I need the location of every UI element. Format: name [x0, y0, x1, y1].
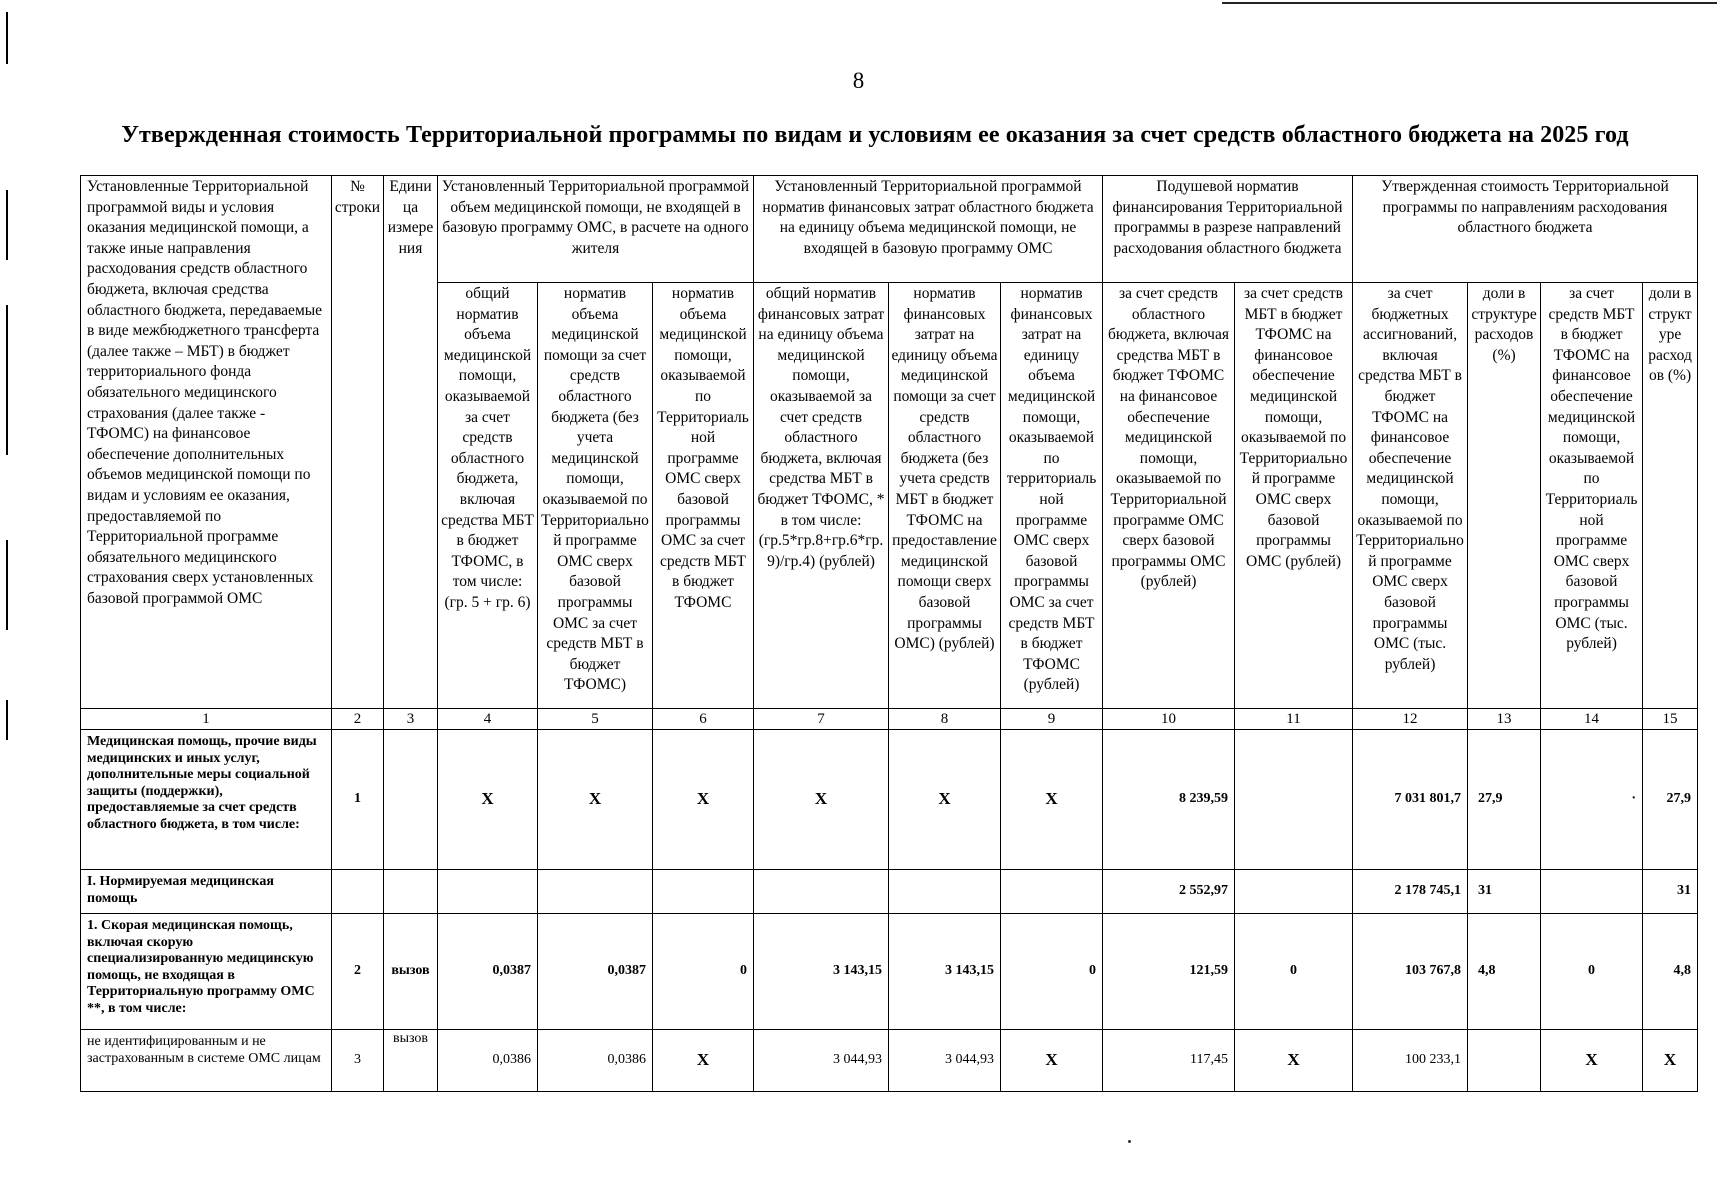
scan-edge-mark — [6, 190, 8, 260]
column-number: 15 — [1643, 709, 1698, 730]
cell-col-4: X — [438, 730, 538, 870]
cell-col-7: X — [754, 730, 889, 870]
header-col-7: общий норматив финансовых затрат на единицу объема медицинской помощи, оказываемой за счет средств областного бюджета, включая средства МБТ в бюджет ТФОМС, * в том числе: (гр.5*гр.8+гр.6*гр.9)/гр.4) (рублей) — [754, 283, 889, 709]
header-col-5: норматив объема медицинской помощи за счет средств областного бюджета (без учета медицинской помощи, оказываемой по Территориальной программе ОМС сверх базовой программы ОМС за счет средств МБТ в бюджет ТФОМС) — [538, 283, 653, 709]
row-number: 3 — [332, 1030, 384, 1092]
cell-col-13: 27,9 — [1468, 730, 1541, 870]
cell-col-8: X — [889, 730, 1001, 870]
column-number: 7 — [754, 709, 889, 730]
cell-col-15: 27,9 — [1643, 730, 1698, 870]
column-number: 6 — [653, 709, 754, 730]
header-per-capita-group: Подушевой норматив финансирования Территориальной программы в разрезе направлений расходования областного бюджета — [1103, 176, 1353, 283]
cell-col-4: 0,0387 — [438, 914, 538, 1030]
column-number: 2 — [332, 709, 384, 730]
cell-col-13: 31 — [1468, 870, 1541, 914]
cell-col-9: X — [1001, 1030, 1103, 1092]
cell-col-5 — [538, 870, 653, 914]
cell-col-6: X — [653, 730, 754, 870]
cell-col-4: 0,0386 — [438, 1030, 538, 1092]
row-label: не идентифицированным и не застрахованным в системе ОМС лицам — [81, 1030, 332, 1092]
page-number: 8 — [852, 68, 865, 93]
row-number: 1 — [332, 730, 384, 870]
cell-col-8: 3 044,93 — [889, 1030, 1001, 1092]
header-col-9: норматив финансовых затрат на единицу объема медицинской помощи, оказываемой по территориальной программе ОМС сверх базовой программы ОМС за счет средств МБТ в бюджет ТФОМС (рублей) — [1001, 283, 1103, 709]
cell-col-14: 0 — [1541, 914, 1643, 1030]
row-unit: вызов — [384, 1030, 438, 1092]
cost-table — [80, 175, 1698, 1092]
column-number: 13 — [1468, 709, 1541, 730]
cell-col-9: 0 — [1001, 914, 1103, 1030]
cell-col-15: 31 — [1643, 870, 1698, 914]
cell-col-7 — [754, 870, 889, 914]
row-unit — [384, 870, 438, 914]
cell-col-11: X — [1235, 1030, 1353, 1092]
row-number: 2 — [332, 914, 384, 1030]
cell-col-8: 3 143,15 — [889, 914, 1001, 1030]
row-unit — [384, 730, 438, 870]
cell-col-12: 7 031 801,7 — [1353, 730, 1468, 870]
header-col-8: норматив финансовых затрат на единицу объема медицинской помощи за счет средств областного бюджета (без учета средств МБТ в бюджет ТФОМС на предоставление медицинской помощи сверх базовой программы ОМС) (рублей) — [889, 283, 1001, 709]
header-kinds-of-care: Установленные Территориальной программой виды и условия оказания медицинской помощи, а также иные направления расходования средств областного бюджета, включая средства областного бюджета, передаваемые в виде межбюджетного трансферта (далее также – МБТ) в бюджет территориального фонда обязательного медицинского страхования (далее также - ТФОМС) на финансовое обеспечение дополнительных объемов медицинской помощи по видам и условиям ее оказания, предоставляемой по Территориальной программе обязательного медицинского страхования сверх установленных базовой программой ОМС — [81, 176, 332, 709]
cell-col-9 — [1001, 870, 1103, 914]
table-row — [81, 870, 1698, 914]
cell-col-5: X — [538, 730, 653, 870]
cell-col-12: 2 178 745,1 — [1353, 870, 1468, 914]
row-number — [332, 870, 384, 914]
header-col-15: доли в структуре расходов (%) — [1643, 283, 1698, 709]
row-unit: вызов — [384, 914, 438, 1030]
table-row — [81, 914, 1698, 1030]
column-number: 1 — [81, 709, 332, 730]
column-number: 10 — [1103, 709, 1235, 730]
cell-col-6: 0 — [653, 914, 754, 1030]
header-col-6: норматив объема медицинской помощи, оказываемой по Территориальной программе ОМС сверх базовой программы ОМС за счет средств МБТ в бюджет ТФОМС — [653, 283, 754, 709]
cell-col-14: · — [1541, 730, 1643, 870]
header-col-11: за счет средств МБТ в бюджет ТФОМС на финансовое обеспечение медицинской помощи, оказываемой по Территориальной программе ОМС сверх базовой программы ОМС (рублей) — [1235, 283, 1353, 709]
cell-col-15: 4,8 — [1643, 914, 1698, 1030]
table-header-row — [81, 176, 1698, 283]
cell-col-5: 0,0387 — [538, 914, 653, 1030]
row-label: 1. Скорая медицинская помощь, включая скорую специализированную медицинскую помощь, не входящая в Территориальную программу ОМС **, в том числе: — [81, 914, 332, 1030]
header-cost-norm-group: Установленный Территориальной программой норматив финансовых затрат областного бюджета на единицу объема медицинской помощи, не входящей в базовую программу ОМС — [754, 176, 1103, 283]
cell-col-11: 0 — [1235, 914, 1353, 1030]
cell-col-6: X — [653, 1030, 754, 1092]
cell-col-9: X — [1001, 730, 1103, 870]
cell-col-7: 3 143,15 — [754, 914, 889, 1030]
column-number: 14 — [1541, 709, 1643, 730]
table-row — [81, 1030, 1698, 1092]
cell-col-11 — [1235, 870, 1353, 914]
cell-col-7: 3 044,93 — [754, 1030, 889, 1092]
cell-col-10: 2 552,97 — [1103, 870, 1235, 914]
cell-col-13 — [1468, 1030, 1541, 1092]
cell-col-6 — [653, 870, 754, 914]
cell-col-8 — [889, 870, 1001, 914]
cell-col-10: 117,45 — [1103, 1030, 1235, 1092]
scan-edge-mark — [6, 305, 8, 455]
table-row — [81, 730, 1698, 870]
header-volume-group: Установленный Территориальной программой объем медицинской помощи, не входящей в базовую программу ОМС, в расчете на одного жителя — [438, 176, 754, 283]
column-number-row — [81, 709, 1698, 730]
header-col-10: за счет средств областного бюджета, включая средства МБТ в бюджет ТФОМС на финансовое обеспечение медицинской помощи, оказываемой по Территориальной программе ОМС сверх базовой программы ОМС (рублей) — [1103, 283, 1235, 709]
header-approved-cost-group: Утвержденная стоимость Территориальной программы по направлениям расходования областного бюджета — [1353, 176, 1698, 283]
header-unit: Единица измерения — [384, 176, 438, 709]
column-number: 4 — [438, 709, 538, 730]
header-col-13: доли в структуре расходов (%) — [1468, 283, 1541, 709]
cell-col-10: 8 239,59 — [1103, 730, 1235, 870]
scan-edge-mark — [6, 12, 8, 64]
column-number: 12 — [1353, 709, 1468, 730]
cell-col-4 — [438, 870, 538, 914]
cell-col-10: 121,59 — [1103, 914, 1235, 1030]
cell-col-15: X — [1643, 1030, 1698, 1092]
header-row-number: № строки — [332, 176, 384, 709]
column-number: 3 — [384, 709, 438, 730]
stray-dot — [1128, 1140, 1131, 1143]
row-label: I. Нормируемая медицинская помощь — [81, 870, 332, 914]
header-col-4: общий норматив объема медицинской помощи, оказываемой за счет средств областного бюджета, включая средства МБТ в бюджет ТФОМС, в том числе: (гр. 5 + гр. 6) — [438, 283, 538, 709]
cell-col-13: 4,8 — [1468, 914, 1541, 1030]
cell-col-12: 103 767,8 — [1353, 914, 1468, 1030]
cell-col-12: 100 233,1 — [1353, 1030, 1468, 1092]
column-number: 5 — [538, 709, 653, 730]
column-number: 9 — [1001, 709, 1103, 730]
cell-col-11 — [1235, 730, 1353, 870]
scan-edge-mark — [6, 540, 8, 630]
column-number: 11 — [1235, 709, 1353, 730]
scan-edge-mark — [6, 700, 8, 740]
scan-top-line — [1222, 2, 1717, 4]
cell-col-14: X — [1541, 1030, 1643, 1092]
cell-col-5: 0,0386 — [538, 1030, 653, 1092]
column-number: 8 — [889, 709, 1001, 730]
header-col-14: за счет средств МБТ в бюджет ТФОМС на финансовое обеспечение медицинской помощи, оказываемой по Территориальной программе ОМС сверх базовой программы ОМС (тыс. рублей) — [1541, 283, 1643, 709]
header-col-12: за счет бюджетных ассигнований, включая средства МБТ в бюджет ТФОМС на финансовое обеспечение медицинской помощи, оказываемой по Территориальной программе ОМС сверх базовой программы ОМС (тыс. рублей) — [1353, 283, 1468, 709]
row-label: Медицинская помощь, прочие виды медицинских и иных услуг, дополнительные меры социальной защиты (поддержки), предоставляемые за счет средств областного бюджета, в том числе: — [81, 730, 332, 870]
document-title: Утвержденная стоимость Территориальной программы по видам и условиям ее оказания за счет средств областного бюджета на 2025 год — [121, 122, 1629, 148]
cell-col-14 — [1541, 870, 1643, 914]
